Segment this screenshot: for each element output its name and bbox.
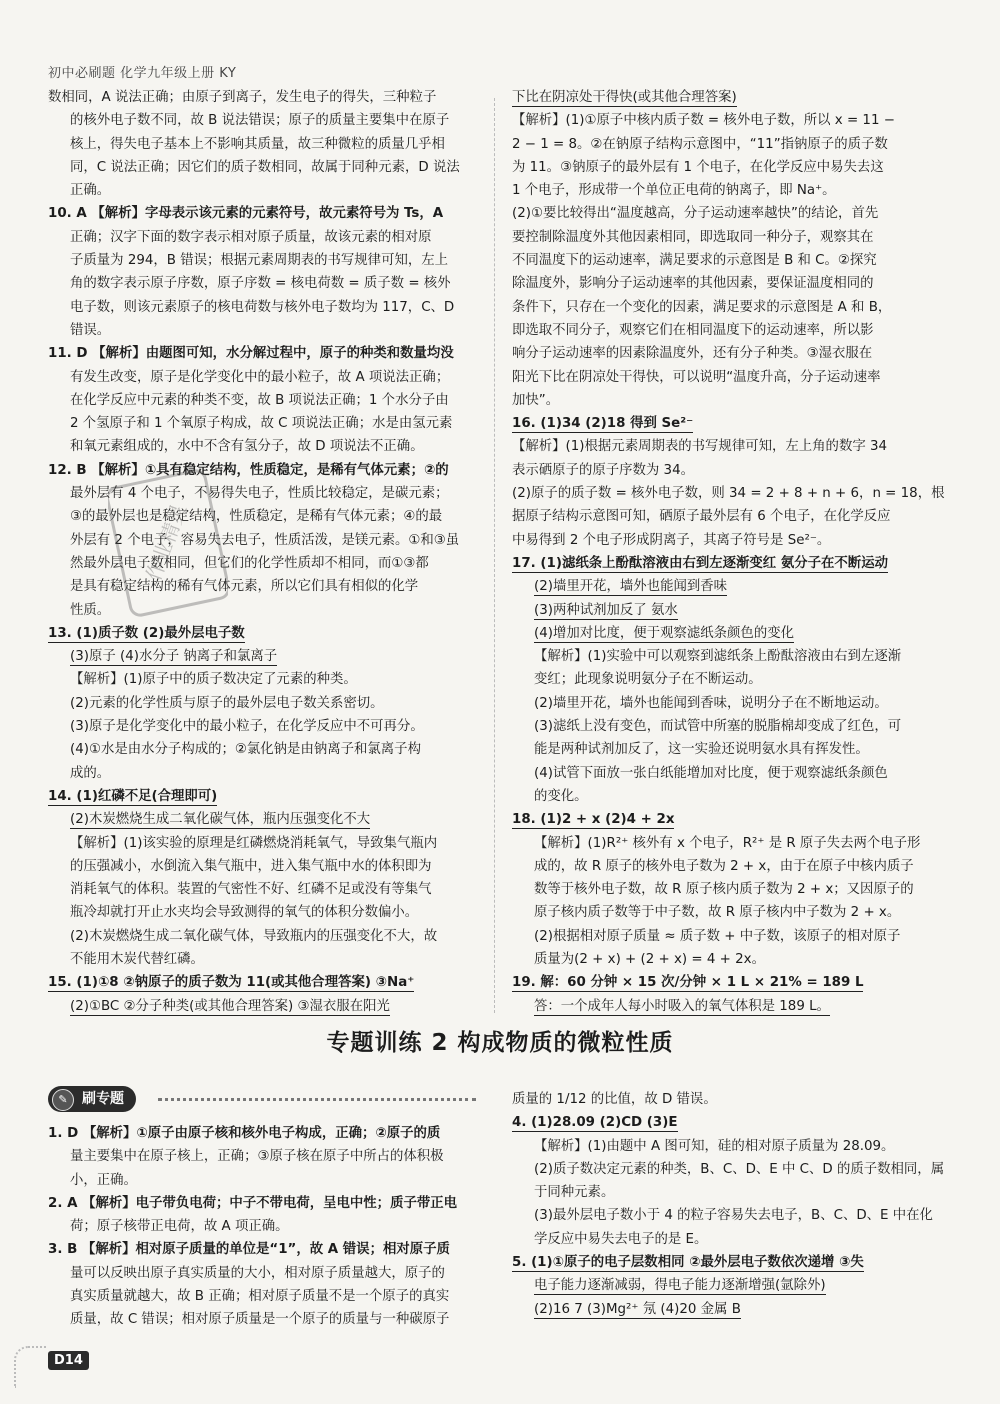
answer-3: 3. B 【解析】相对原子质量的单位是“1”，故 A 错误；相对原子质 bbox=[48, 1242, 450, 1258]
answer-5-line3: (2)16 7 (3)Mg²⁺ 氖 (4)20 金属 B bbox=[534, 1301, 741, 1317]
text-line: 的核外电子数不同，故 B 说法错误；原子的质量主要集中在原子 bbox=[70, 113, 450, 129]
text-line: 然最外层电子数相同，但它们的化学性质却不相同，而①③都 bbox=[70, 555, 429, 571]
text-line: 最外层有 4 个电子，不易得失电子，性质比较稳定，是碳元素； bbox=[70, 486, 449, 502]
text-line: 能是两种试剂加反了，这一实验还说明氨水具有挥发性。 bbox=[534, 742, 869, 758]
text-line: 量可以反映出原子真实质量的大小，相对原子质量越大，原子的 bbox=[70, 1265, 445, 1281]
answer-14-line2: (2)木炭燃烧生成二氧化碳气体，瓶内压强变化不大 bbox=[70, 812, 371, 828]
text-line bbox=[512, 995, 952, 1018]
answer-5-line2: 电子能力逐渐减弱，得电子能力逐渐增强(氩除外) bbox=[534, 1278, 826, 1294]
text-line: 为 11。③钠原子的最外层有 1 个电子，在化学反应中易失去这 bbox=[512, 159, 884, 175]
answer-11: 11. D 【解析】由题图可知，水分解过程中，原子的种类和数量均没 bbox=[48, 346, 454, 362]
answer-10: 10. A 【解析】字母表示该元素的元素符号，故元素符号为 Ts，A bbox=[48, 206, 444, 222]
answer-16-line1: 16. (1)34 (2)18 得到 Se²⁻ bbox=[512, 416, 694, 432]
answer-4-line1: 4. (1)28.09 (2)CD (3)E bbox=[512, 1115, 678, 1131]
text-line: 数相同，A 说法正确；由原子到离子，发生电子的得失，三种粒子 bbox=[48, 90, 437, 105]
text-line: (2)原子的质子数 = 核外电子数，则 34 = 2 + 8 + n + 6，n = 18，根 bbox=[512, 486, 945, 502]
text-line: 性质。 bbox=[70, 602, 111, 618]
dotted-rule bbox=[158, 1098, 476, 1101]
text-line bbox=[512, 575, 952, 598]
text-line: 消耗氧气的体积。装置的气密性不好、红磷不足或没有等集气 bbox=[70, 882, 432, 898]
text-line: 【解析】(1)该实验的原理是红磷燃烧消耗氧气，导致集气瓶内 bbox=[70, 835, 438, 851]
text-line: 加快”。 bbox=[512, 392, 560, 408]
right-column bbox=[512, 86, 952, 1018]
text-line: (3)滤纸上没有变色，而试管中所塞的脱脂棉却变成了红色，可 bbox=[534, 719, 902, 735]
text-line: 正确。 bbox=[70, 183, 111, 199]
text-line: (2)质子数决定元素的种类，B、C、D、E 中 C、D 的质子数相同，属 bbox=[534, 1161, 945, 1177]
answer-17-line2: (2)墙里开花，墙外也能闻到香味 bbox=[534, 579, 728, 595]
page-corner-decoration bbox=[14, 1346, 46, 1388]
text-line: 小，正确。 bbox=[70, 1172, 137, 1188]
text-line bbox=[48, 995, 480, 1018]
answer-15-line2: (2)①BC ②分子种类(或其他合理答案) ③湿衣服在阳光 bbox=[70, 998, 390, 1014]
answer-14 bbox=[48, 785, 480, 808]
text-line: 在化学反应中元素的种类不变，故 B 项说法正确；1 个水分子由 bbox=[70, 392, 449, 408]
text-line bbox=[512, 1298, 952, 1321]
answer-13-line1: 13. (1)质子数 (2)最外层电子数 bbox=[48, 625, 245, 641]
text-line: 据原子结构示意图可知，硒原子最外层有 6 个电子，在化学反应 bbox=[512, 509, 891, 525]
answer-1: 1. D 【解析】①原子由原子核和核外电子构成，正确；②原子的质 bbox=[48, 1126, 441, 1141]
text-line: 荷；原子核带正电荷，故 A 项正确。 bbox=[70, 1219, 289, 1235]
text-line: 【解析】(1)①原子中核内质子数 = 核外电子数，所以 x = 11 − bbox=[512, 113, 895, 129]
text-line: 1 个电子，形成带一个单位正电荷的钠离子，即 Na⁺。 bbox=[512, 183, 836, 199]
section-badge bbox=[48, 1086, 136, 1112]
text-line: (2)根据相对原子质量 ≈ 质子数 + 中子数，该原子的相对原子 bbox=[534, 928, 901, 944]
text-line: 质量为(2 + x) + (2 + x) = 4 + 2x。 bbox=[534, 951, 765, 967]
text-line bbox=[512, 1274, 952, 1297]
text-line: 核上，得失电子基本上不影响其质量，故三种微粒的质量几乎相 bbox=[70, 136, 445, 152]
answer-15 bbox=[48, 971, 480, 994]
text-line: 2 − 1 = 8。②在钠原子结构示意图中，“11”指钠原子的质子数 bbox=[512, 136, 888, 152]
text-line: 电子数，则该元素原子的核电荷数与核外电子数均为 117，C、D bbox=[70, 299, 455, 315]
answer-17-line3: (3)两种试剂加反了 氨水 bbox=[534, 602, 678, 618]
bottom-left-column bbox=[48, 1122, 480, 1332]
text-line: 质量，故 C 错误；相对原子质量是一个原子的质量与一种碳原子 bbox=[70, 1312, 450, 1328]
text-line: 的压强减小，水倒流入集气瓶中，进入集气瓶中水的体积即为 bbox=[70, 858, 432, 874]
text-line: (2)木炭燃烧生成二氧化碳气体，导致瓶内的压强变化不大，故 bbox=[70, 928, 438, 944]
answer-5 bbox=[512, 1251, 952, 1274]
text-line bbox=[512, 622, 952, 645]
text-line: 真实质量就越大，故 B 正确；相对原子质量不是一个原子的真实 bbox=[70, 1289, 450, 1305]
column-divider bbox=[494, 98, 495, 1013]
text-line bbox=[512, 599, 952, 622]
text-line bbox=[48, 645, 480, 668]
text-line: 学反应中易失去电子的是 E。 bbox=[534, 1231, 708, 1247]
text-line: 错误。 bbox=[70, 322, 111, 338]
text-line: 不同温度下的运动速率，满足要求的示意图是 B 和 C。②探究 bbox=[512, 253, 877, 269]
text-line: 是具有稳定结构的稀有气体元素，所以它们具有相似的化学 bbox=[70, 579, 419, 595]
answer-14-line1: 14. (1)红磷不足(合理即可) bbox=[48, 788, 218, 804]
text-line: 【解析】(1)根据元素周期表的书写规律可知，左上角的数字 34 bbox=[512, 439, 888, 455]
bottom-right-column bbox=[512, 1088, 952, 1321]
text-line: 正确；汉字下面的数字表示相对原子质量，故该元素的相对原 bbox=[70, 229, 432, 245]
text-line: (3)最外层电子数小于 4 的粒子容易失去电子，B、C、D、E 中在化 bbox=[534, 1208, 933, 1224]
running-header: 初中必刷题 化学九年级上册 KY bbox=[48, 66, 237, 81]
stamp-text: 作业精灵 bbox=[141, 500, 192, 585]
answer-18-line1: 18. (1)2 + x (2)4 + 2x bbox=[512, 812, 675, 828]
text-line: 中易得到 2 个电子形成阴离子，其离子符号是 Se²⁻。 bbox=[512, 532, 831, 548]
answer-4 bbox=[512, 1111, 952, 1134]
text-line: 子质量为 294，B 错误；根据元素周期表的书写规律可知，左上 bbox=[70, 253, 449, 269]
text-line: 响分子运动速率的因素除温度外，还有分子种类。③湿衣服在 bbox=[512, 346, 873, 362]
text-line: (4)试管下面放一张白纸能增加对比度，便于观察滤纸条颜色 bbox=[534, 765, 888, 781]
answer-12: 12. B 【解析】①具有稳定结构，性质稳定，是稀有气体元素；②的 bbox=[48, 462, 449, 478]
text-line: 瓶冷却就打开止水夹均会导致测得的氧气的体积分数偏小。 bbox=[70, 905, 419, 921]
text-line: 2 个氢原子和 1 个氧原子构成，故 C 项说法正确；水是由氢元素 bbox=[70, 416, 453, 432]
answer-19-line2: 答：一个成年人每小时吸入的氧气体积是 189 L。 bbox=[534, 998, 830, 1014]
text-line: (2)元素的化学性质与原子的最外层电子数关系密切。 bbox=[70, 695, 384, 711]
answer-13-line2: (3)原子 (4)水分子 钠离子和氯离子 bbox=[70, 649, 278, 665]
answer-17 bbox=[512, 552, 952, 575]
text-line: 变红；此现象说明氨分子在不断运动。 bbox=[534, 672, 762, 688]
text-line: 有发生改变，原子是化学变化中的最小粒子，故 A 项说法正确； bbox=[70, 369, 450, 385]
answer-17-line1: 17. (1)滤纸条上酚酞溶液由右到左逐渐变红 氨分子在不断运动 bbox=[512, 555, 888, 571]
section-title: 专题训练 2 构成物质的微粒性质 bbox=[326, 1030, 674, 1056]
answer-15-line1: 15. (1)①8 ②钠原子的质子数为 11(或其他合理答案) ③Na⁺ bbox=[48, 975, 415, 991]
text-line: 角的数字表示原子序数，原子序数 = 核电荷数 = 质子数 = 核外 bbox=[70, 276, 451, 292]
badge-label: 刷专题 bbox=[82, 1091, 124, 1107]
text-line: 和氧元素组成的，水中不含有氢分子，故 D 项说法不正确。 bbox=[70, 439, 424, 455]
text-line: (2)①要比较得出“温度越高，分子运动速率越快”的结论，首先 bbox=[512, 206, 879, 222]
text-line: 的变化。 bbox=[534, 788, 588, 804]
text-line: 于同种元素。 bbox=[534, 1185, 615, 1201]
text-line: (3)原子是化学变化中的最小粒子，在化学反应中不可再分。 bbox=[70, 719, 424, 735]
text-line: 条件下，只存在一个变化的因素，满足要求的示意图是 A 和 B， bbox=[512, 299, 892, 315]
answer-17-line4: (4)增加对比度，便于观察滤纸条颜色的变化 bbox=[534, 625, 794, 641]
answer-5-line1: 5. (1)①原子的电子层数相同 ②最外层电子数依次递增 ③失 bbox=[512, 1255, 864, 1271]
text-line: 不能用木炭代替红磷。 bbox=[70, 951, 204, 967]
text-line: 成的。 bbox=[70, 765, 111, 781]
text-line bbox=[48, 808, 480, 831]
section-badge-row bbox=[48, 1086, 478, 1116]
text-line: (4)①水是由水分子构成的；②氯化钠是由钠离子和氯离子构 bbox=[70, 742, 421, 758]
text-line: 除温度外，影响分子运动速率的其他因素，要保证温度相同的 bbox=[512, 276, 874, 292]
text-line: 【解析】(1)原子中的质子数决定了元素的种类。 bbox=[70, 672, 357, 688]
text-line: 外层有 2 个电子，容易失去电子，性质活泼，是镁元素。①和③虽 bbox=[70, 532, 460, 548]
watermark-stamp bbox=[108, 468, 228, 618]
text-line: 【解析】(1)实验中可以观察到滤纸条上酚酞溶液由右到左逐渐 bbox=[534, 649, 902, 665]
text-line: 原子核内质子数等于中子数，故 R 原子核内中子数为 2 + x。 bbox=[534, 905, 901, 921]
text-line: 阳光下比在阴凉处干得快，可以说明“温度升高，分子运动速率 bbox=[512, 369, 881, 385]
answer-13 bbox=[48, 622, 480, 645]
page-number: D14 bbox=[48, 1351, 89, 1370]
text-line: 成的，故 R 原子的核外电子数为 2 + x，由于在原子中核内质子 bbox=[534, 858, 914, 874]
answer-16 bbox=[512, 412, 952, 435]
pencil-icon: ✎ bbox=[52, 1089, 74, 1111]
answer-2: 2. A 【解析】电子带负电荷；中子不带电荷，呈电中性；质子带正电 bbox=[48, 1195, 458, 1211]
text-line: 【解析】(1)R²⁺ 核外有 x 个电子，R²⁺ 是 R 原子失去两个电子形 bbox=[534, 835, 921, 851]
text-line bbox=[512, 86, 952, 109]
answer-15-line3: 下比在阴凉处干得快(或其他合理答案) bbox=[512, 90, 737, 105]
text-line: 量主要集中在原子核上，正确；③原子核在原子中所占的体积极 bbox=[70, 1149, 444, 1165]
text-line: 要控制除温度外其他因素相同，即选取同一种分子，观察其在 bbox=[512, 229, 874, 245]
text-line: (2)墙里开花，墙外也能闻到香味，说明分子在不断地运动。 bbox=[534, 695, 888, 711]
text-line: 数等于核外电子数，故 R 原子核内质子数为 2 + x；又因原子的 bbox=[534, 882, 914, 898]
text-line: 即选取不同分子，观察它们在相同温度下的运动速率，所以影 bbox=[512, 322, 874, 338]
text-line: 质量的 1/12 的比值，故 D 错误。 bbox=[512, 1092, 717, 1107]
text-line: 表示硒原子的原子序数为 34。 bbox=[512, 462, 694, 478]
answer-19 bbox=[512, 971, 952, 994]
text-line: 【解析】(1)由题中 A 图可知，硅的相对原子质量为 28.09。 bbox=[534, 1138, 895, 1154]
text-line: 同，C 说法正确；因它们的质子数相同，故属于同种元素，D 说法 bbox=[70, 159, 460, 175]
answer-19-line1: 19. 解：60 分钟 × 15 次/分钟 × 1 L × 21% = 189 L bbox=[512, 975, 864, 991]
text-line: ③的最外层也是稳定结构，性质稳定，是稀有气体元素；④的最 bbox=[70, 509, 443, 525]
answer-18 bbox=[512, 808, 952, 831]
